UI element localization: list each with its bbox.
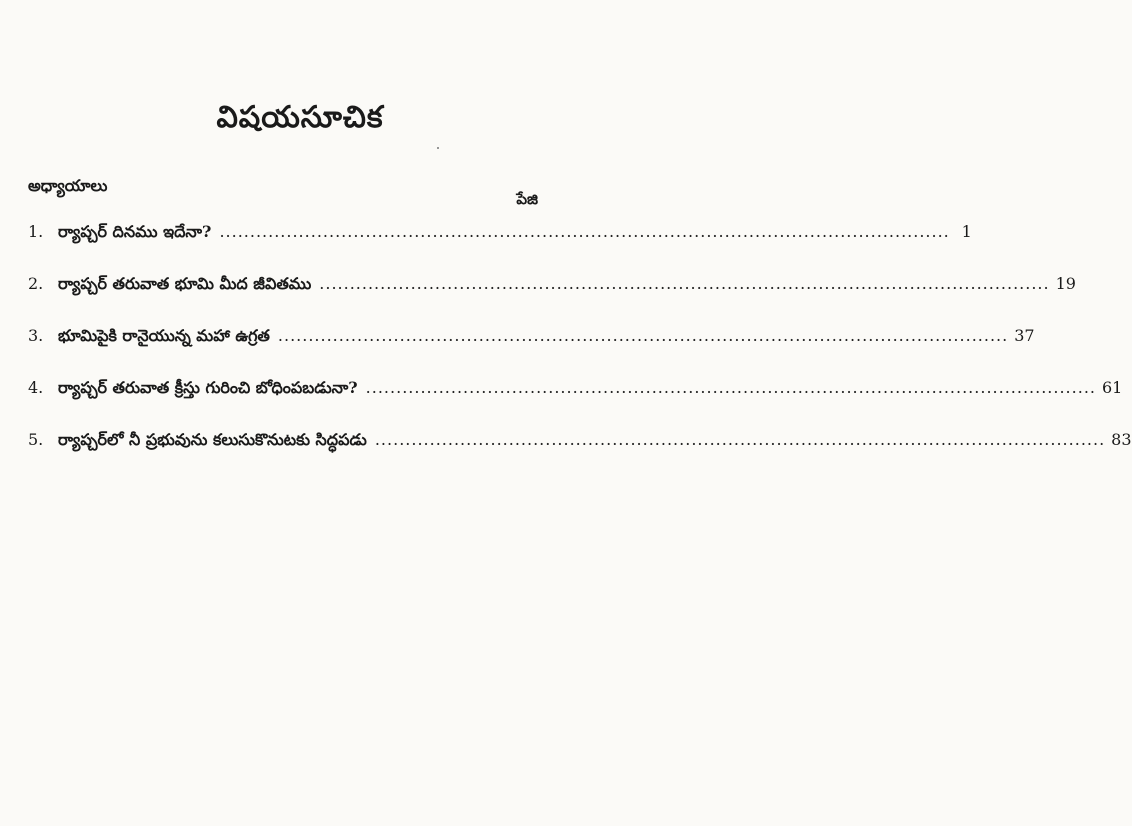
toc-entry (28, 430, 1132, 482)
toc-entry-number: 3. (28, 326, 44, 345)
dot-leader: ........................................................................................................................ (319, 274, 1050, 293)
toc-entry-page: 1 (961, 222, 972, 241)
toc-entry-page: 37 (1014, 326, 1035, 345)
toc-entry (28, 378, 1123, 430)
dot-leader: ........................................................................................................................ (277, 326, 1009, 345)
paper-speck (437, 147, 439, 149)
toc-entry-number: 5. (28, 430, 44, 449)
table-of-contents (28, 222, 1132, 482)
toc-entry-page: 61 (1101, 378, 1123, 397)
toc-entry-number: 1. (28, 222, 44, 241)
toc-entry-title: ర్యాప్చర్ దినము ఇదేనా? (58, 222, 212, 241)
dot-leader: ........................................................................................................................ (374, 430, 1106, 449)
toc-entry-title: ర్యాప్చర్‌లో నీ ప్రభువును కలుసుకొనుటకు సిద్ధపడు (58, 430, 367, 449)
toc-entry-page: 83 (1111, 430, 1132, 449)
toc-entry-title: భూమిపైకి రానైయున్న మహా ఉగ్రత (58, 326, 270, 345)
chapters-column-header: అధ్యాయాలు (28, 176, 108, 195)
toc-entry-number: 2. (28, 274, 44, 293)
toc-entry-title: ర్యాప్చర్ తరువాత క్రీస్తు గురించి బోధింపబడునా? (58, 378, 358, 397)
dot-leader: ........................................................................................................................ (219, 222, 950, 241)
dot-leader: ........................................................................................................................ (365, 378, 1096, 397)
toc-entry-page: 19 (1055, 274, 1076, 293)
toc-entry (28, 222, 972, 274)
page-column-header: పేజి (516, 190, 538, 208)
toc-entry (28, 274, 1076, 326)
toc-entry-title: ర్యాప్చర్ తరువాత భూమి మీద జీవితము (58, 274, 312, 293)
toc-entry-number: 4. (28, 378, 44, 397)
toc-entry (28, 326, 1035, 378)
page-title: విషయసూచిక (216, 100, 384, 135)
